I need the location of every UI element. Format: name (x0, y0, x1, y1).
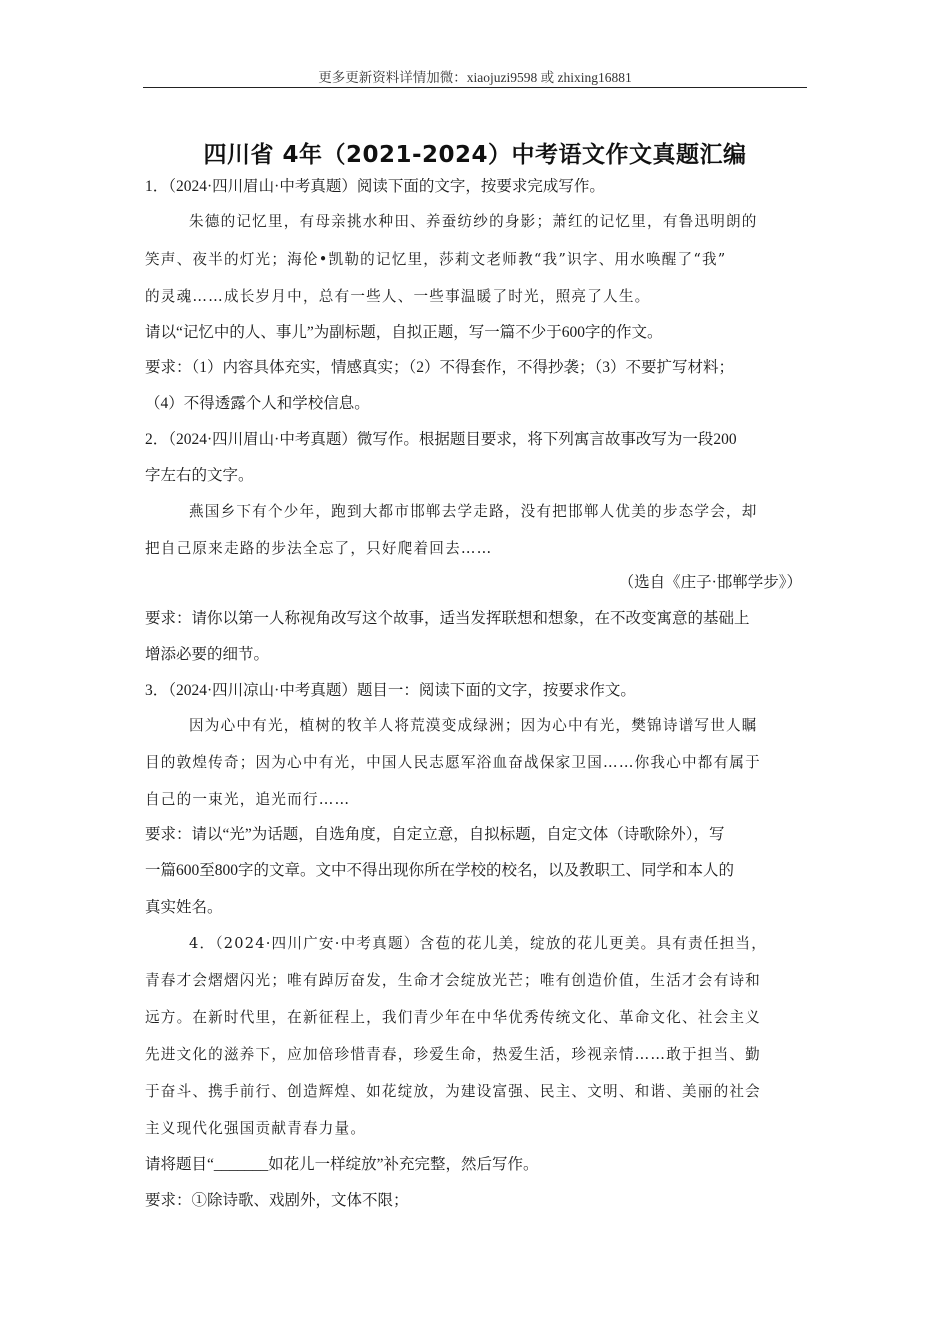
page-title: 四川省 4年（2021-2024）中考语文作文真题汇编 (203, 142, 747, 168)
q1-material-line: 笑声、夜半的灯光；海伦•凯勒的记忆里，莎莉文老师教“我”识字、用水唤醒了“我” (145, 251, 727, 268)
q4-material-line: 于奋斗、携手前行、创造辉煌、如花绽放，为建设富强、民主、文明、和谐、美丽的社会 (145, 1083, 761, 1100)
q3-material-line: 目的敦煌传奇；因为心中有光，中国人民志愿军浴血奋战保家卫国……你我心中都有属于 (145, 754, 761, 771)
q3-requirement: 要求：请以“光”为话题，自选角度，自定立意，自拟标题，自定文体（诗歌除外），写 (145, 826, 725, 843)
q2-prompt: 2．（2024·四川眉山·中考真题）微写作。根据题目要求，将下列寓言故事改写为一段200 (145, 431, 737, 448)
q3-requirement: 一篇600至800字的文章。文中不得出现你所在学校的校名，以及教职工、同学和本人的 (145, 862, 735, 879)
q2-material-line: 燕国乡下有个少年，跑到大都市邯郸去学走路，没有把邯郸人优美的步态学会，却 (189, 503, 758, 520)
q2-source: （选自《庄子·邯郸学步》） (618, 574, 802, 591)
q4-material-line: 主义现代化强国贡献青春力量。 (145, 1120, 367, 1137)
q1-material-line: 朱德的记忆里，有母亲挑水种田、养蚕纺纱的身影；萧红的记忆里，有鲁迅明朗的 (189, 213, 758, 230)
header-divider (143, 87, 807, 88)
header-note: 更多更新资料详情加微：xiaojuzi9598 或 zhixing16881 (318, 70, 632, 85)
q1-material-line: 的灵魂……成长岁月中，总有一些人、一些事温暖了时光，照亮了人生。 (145, 288, 651, 305)
q1-requirement: 要求：（1）内容具体充实，情感真实；（2）不得套作，不得抄袭；（3）不要扩写材料； (145, 359, 735, 376)
q4-material-line: 青春才会熠熠闪光；唯有踔厉奋发，生命才会绽放光芒；唯有创造价值，生活才会有诗和 (145, 972, 761, 989)
q3-prompt: 3．（2024·四川凉山·中考真题）题目一：阅读下面的文字，按要求作文。 (145, 682, 636, 699)
q4-material-line: 先进文化的滋养下，应加倍珍惜青春，珍爱生命，热爱生活，珍视亲情……敢于担当、勤 (145, 1046, 761, 1063)
q1-instruction: 请以“记忆中的人、事儿”为副标题，自拟正题，写一篇不少于600字的作文。 (145, 324, 663, 341)
q4-requirement: 要求：①除诗歌、戏剧外，文体不限； (145, 1192, 409, 1209)
q1-requirement: （4）不得透露个人和学校信息。 (145, 395, 370, 412)
q3-material-line: 自己的一束光，追光而行…… (145, 791, 351, 808)
q2-material-line: 把自己原来走路的步法全忘了，只好爬着回去…… (145, 540, 493, 557)
q2-requirement: 增添必要的细节。 (145, 646, 270, 663)
q4-material-line: 4．（2024·四川广安·中考真题）含苞的花儿美，绽放的花儿更美。具有责任担当， (189, 935, 767, 952)
q4-instruction: 请将题目“_______如花儿一样绽放”补充完整，然后写作。 (145, 1156, 539, 1173)
q2-prompt: 字左右的文字。 (145, 467, 254, 484)
q2-requirement: 要求：请你以第一人称视角改写这个故事，适当发挥联想和想象，在不改变寓意的基础上 (145, 610, 750, 627)
q3-requirement: 真实姓名。 (145, 899, 223, 916)
q4-material-line: 远方。在新时代里，在新征程上，我们青少年在中华优秀传统文化、革命文化、社会主义 (145, 1009, 761, 1026)
q1-prompt: 1．（2024·四川眉山·中考真题）阅读下面的文字，按要求完成写作。 (145, 178, 605, 195)
q3-material-line: 因为心中有光，植树的牧羊人将荒漠变成绿洲；因为心中有光，樊锦诗谱写世人瞩 (189, 717, 758, 734)
